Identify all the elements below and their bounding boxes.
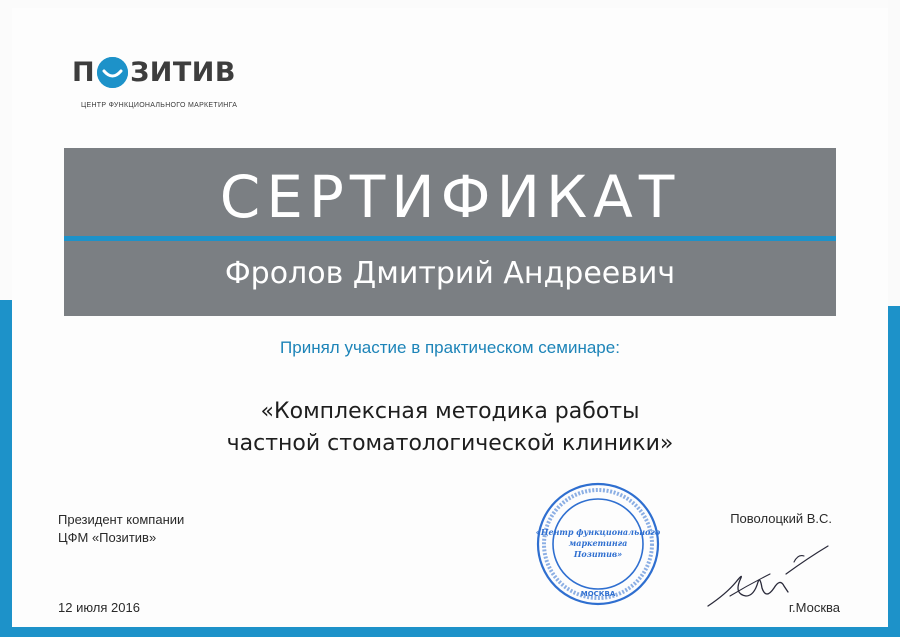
stamp-line3: Позитив»: [573, 549, 623, 559]
city: г.Москва: [788, 600, 840, 615]
logo-wordmark: [72, 52, 236, 92]
banner-divider: [64, 236, 836, 241]
logo-letter-p: П: [72, 56, 96, 88]
participation-text: Принял участие в практическом семинаре:: [280, 338, 620, 357]
logo-letters: ЗИТИВ: [130, 56, 236, 88]
course-title-line1: «Комплексная методика работы: [260, 399, 640, 424]
smile-circle-icon: [97, 57, 128, 88]
certificate-sheet: [12, 8, 888, 627]
course-title: [12, 396, 888, 460]
stamp-line1: «Центр функционального: [535, 527, 661, 537]
left-blue-band: [0, 300, 12, 637]
title-banner: [64, 148, 836, 316]
president-block: [58, 511, 184, 547]
logo-tagline: ЦЕНТР ФУНКЦИОНАЛЬНОГО МАРКЕТИНГА: [81, 102, 238, 109]
company-name: ЦФМ «Позитив»: [58, 530, 157, 545]
bottom-blue-band: [0, 627, 900, 637]
issue-date: 12 июля 2016: [58, 600, 140, 615]
stamp-city: МОСКВА: [580, 590, 616, 598]
president-title: Президент компании: [58, 512, 185, 527]
right-blue-band: [888, 0, 900, 637]
recipient-name: Фролов Дмитрий Андреевич: [224, 256, 676, 291]
certificate-title: СЕРТИФИКАТ: [219, 163, 681, 231]
company-stamp: [535, 481, 661, 607]
course-title-line2: частной стоматологической клиники»: [226, 431, 674, 456]
positiv-logo: [72, 52, 252, 114]
stamp-line2: маркетинга: [568, 538, 628, 548]
signer-name: Поволоцкий В.С.: [730, 511, 832, 526]
